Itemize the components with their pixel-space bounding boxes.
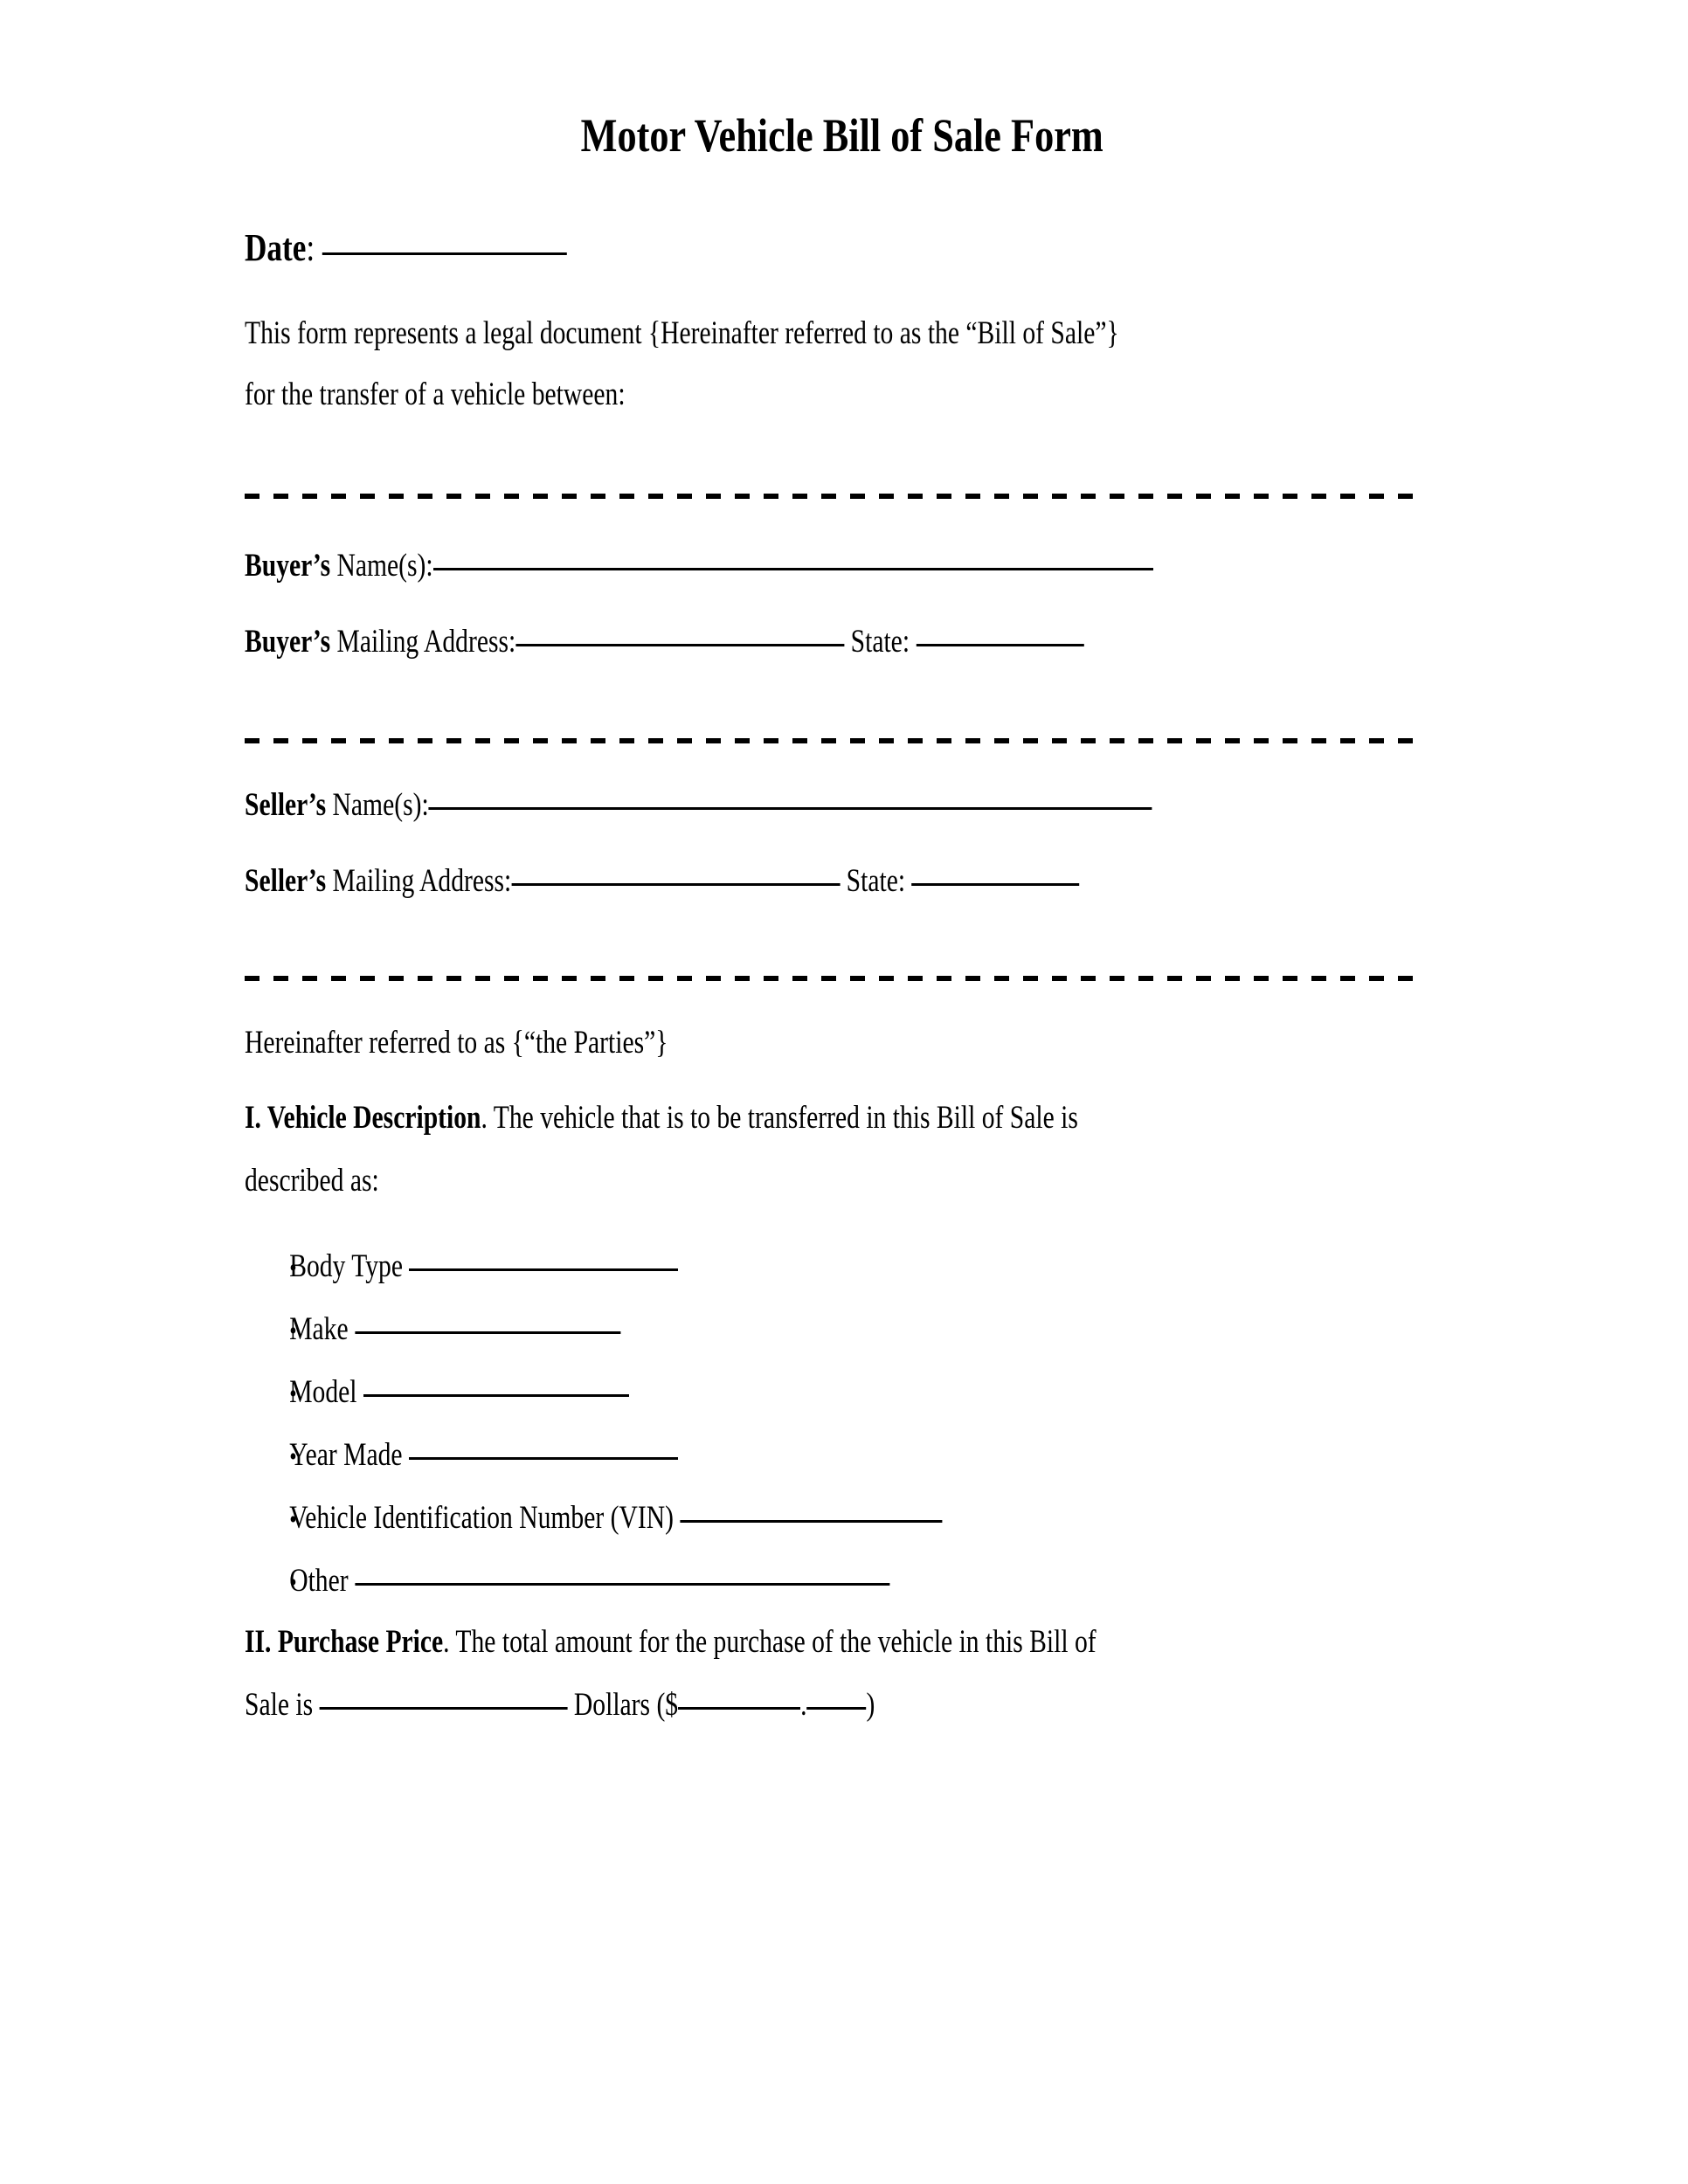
buyer-name-row bbox=[245, 547, 1440, 585]
seller-name-row bbox=[245, 786, 1440, 825]
bullet-icon bbox=[245, 1436, 289, 1476]
dashed-separator-1 bbox=[245, 494, 1424, 499]
bullet-icon bbox=[245, 1248, 289, 1288]
buyer-name-blank-field[interactable] bbox=[433, 567, 1153, 570]
buyer-state-label: State: bbox=[850, 624, 910, 660]
seller-address-row bbox=[245, 862, 1440, 901]
buyer-state-blank-field[interactable] bbox=[916, 643, 1083, 646]
bullet-icon bbox=[245, 1310, 289, 1351]
seller-name-blank-field[interactable] bbox=[429, 806, 1152, 810]
seller-address-label-bold: Seller’s bbox=[245, 863, 327, 899]
section-one-heading: I. Vehicle Description bbox=[245, 1100, 481, 1136]
body-type-blank-field[interactable] bbox=[409, 1268, 678, 1271]
buyer-name-label: Name(s): bbox=[336, 548, 433, 584]
other-blank-field[interactable] bbox=[355, 1582, 889, 1586]
parties-line bbox=[245, 1024, 1440, 1062]
section-one-body-line-1: . The vehicle that is to be transferred in this Bill of Sale is bbox=[481, 1100, 1078, 1136]
bullet-label-other: Other bbox=[289, 1563, 349, 1599]
bullet-label-make: Make bbox=[289, 1311, 349, 1347]
bullet-label-year-made: Year Made bbox=[289, 1437, 403, 1473]
model-blank-field[interactable] bbox=[363, 1393, 629, 1397]
list-item bbox=[245, 1310, 1440, 1351]
buyer-address-row bbox=[245, 623, 1440, 661]
bullet-label-model: Model bbox=[289, 1374, 357, 1410]
page-title bbox=[245, 109, 1440, 162]
page-title-text: Motor Vehicle Bill of Sale Form bbox=[580, 109, 1104, 162]
buyer-address-label-bold: Buyer’s bbox=[245, 624, 331, 660]
section-two-body-line-1: . The total amount for the purchase of the vehicle in this Bill of bbox=[443, 1624, 1097, 1660]
section-two-heading-row bbox=[245, 1623, 1440, 1662]
seller-address-label: Mailing Address: bbox=[332, 863, 512, 899]
dashed-separator-3 bbox=[245, 976, 1424, 981]
purchase-amount-words-blank-field[interactable] bbox=[320, 1706, 568, 1710]
seller-name-label-bold: Seller’s bbox=[245, 787, 327, 823]
list-item bbox=[245, 1562, 1440, 1602]
dollars-label: Dollars ($ bbox=[573, 1687, 679, 1723]
bullet-label-body-type: Body Type bbox=[289, 1248, 403, 1284]
intro-line-2 bbox=[245, 376, 1440, 414]
bullet-label-vin: Vehicle Identification Number (VIN) bbox=[289, 1500, 674, 1536]
date-blank-field[interactable] bbox=[322, 252, 567, 255]
parties-line-text: Hereinafter referred to as {“the Parties”} bbox=[245, 1025, 668, 1061]
bullet-icon bbox=[245, 1373, 289, 1413]
seller-address-blank-field[interactable] bbox=[511, 882, 840, 886]
dashed-separator-2 bbox=[245, 738, 1424, 743]
seller-name-label: Name(s): bbox=[332, 787, 429, 823]
purchase-amount-cents-blank-field[interactable] bbox=[807, 1706, 867, 1710]
section-two-amount-row bbox=[245, 1686, 1440, 1724]
buyer-address-label: Mailing Address: bbox=[336, 624, 516, 660]
bullet-icon bbox=[245, 1562, 289, 1602]
list-item bbox=[245, 1499, 1440, 1539]
list-item bbox=[245, 1436, 1440, 1476]
vin-blank-field[interactable] bbox=[680, 1519, 942, 1523]
seller-state-label: State: bbox=[846, 863, 906, 899]
list-item bbox=[245, 1373, 1440, 1413]
decimal-point: . bbox=[800, 1687, 807, 1723]
make-blank-field[interactable] bbox=[355, 1330, 620, 1334]
bullet-icon bbox=[245, 1499, 289, 1539]
intro-line-1 bbox=[245, 314, 1440, 353]
purchase-amount-dollars-blank-field[interactable] bbox=[678, 1706, 800, 1710]
date-label: Date bbox=[245, 226, 307, 269]
seller-state-blank-field[interactable] bbox=[911, 882, 1079, 886]
year-made-blank-field[interactable] bbox=[409, 1456, 678, 1460]
section-one-body-line-2-row bbox=[245, 1162, 1440, 1200]
intro-line-2-text: for the transfer of a vehicle between: bbox=[245, 377, 626, 412]
date-row bbox=[245, 226, 1440, 269]
list-item bbox=[245, 1248, 1440, 1288]
intro-line-1-text: This form represents a legal document {Hereinafter referred to as the “Bill of Sale”} bbox=[245, 315, 1119, 351]
sale-is-label: Sale is bbox=[245, 1687, 314, 1723]
section-one-body-line-2: described as: bbox=[245, 1163, 379, 1199]
buyer-name-label-bold: Buyer’s bbox=[245, 548, 331, 584]
section-one-heading-row bbox=[245, 1099, 1440, 1137]
section-two-heading: II. Purchase Price bbox=[245, 1624, 444, 1660]
buyer-address-blank-field[interactable] bbox=[515, 643, 844, 646]
date-colon: : bbox=[306, 226, 315, 269]
close-paren: ) bbox=[866, 1687, 875, 1723]
